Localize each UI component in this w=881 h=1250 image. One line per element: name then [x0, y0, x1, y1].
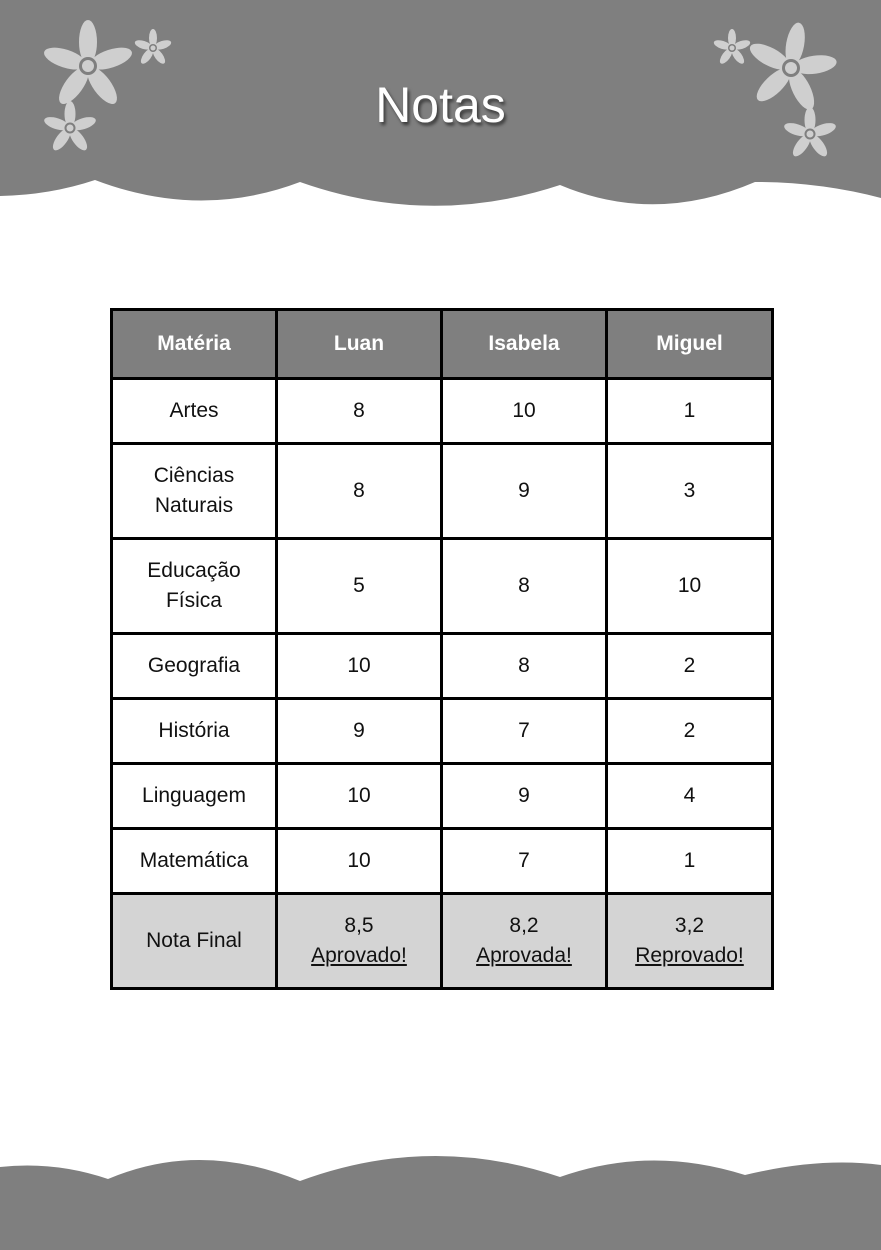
flower-icon: [133, 28, 173, 68]
subject-label: Matemática: [139, 849, 249, 872]
result-status: Aprovada!: [476, 944, 572, 967]
score-cell: 7: [442, 699, 607, 764]
column-header-miguel: Miguel: [607, 310, 773, 379]
column-header-isabela: Isabela: [442, 310, 607, 379]
subject-label: Geografia: [147, 654, 241, 677]
final-result-cell: [607, 894, 773, 989]
score-cell: 9: [442, 444, 607, 539]
subject-cell: [112, 444, 277, 539]
score-cell: 1: [607, 379, 773, 444]
grades-table: [110, 308, 774, 990]
column-header-subject: Matéria: [112, 310, 277, 379]
subject-cell: [112, 634, 277, 699]
score-cell: 2: [607, 634, 773, 699]
score-cell: 10: [277, 764, 442, 829]
table-row: [112, 379, 773, 444]
score-cell: 8: [442, 539, 607, 634]
subject-cell: [112, 539, 277, 634]
table-row: [112, 444, 773, 539]
final-grade-row: [112, 894, 773, 989]
score-cell: 8: [277, 379, 442, 444]
table-row: [112, 699, 773, 764]
subject-label: Linguagem: [142, 784, 246, 807]
score-cell: 10: [607, 539, 773, 634]
subject-label: Ciências: [153, 464, 235, 487]
table-row: [112, 764, 773, 829]
score-cell: 3: [607, 444, 773, 539]
score-cell: 9: [442, 764, 607, 829]
subject-label: Naturais: [154, 494, 234, 517]
score-cell: 10: [442, 379, 607, 444]
final-average: 8,5: [344, 914, 374, 937]
score-cell: 10: [277, 829, 442, 894]
score-cell: 1: [607, 829, 773, 894]
subject-cell: [112, 379, 277, 444]
subject-label: Educação: [147, 559, 241, 582]
score-cell: 8: [442, 634, 607, 699]
final-average: 3,2: [674, 914, 705, 937]
subject-cell: [112, 829, 277, 894]
footer-band: [0, 1145, 881, 1250]
final-average: 8,2: [509, 914, 539, 937]
score-cell: 7: [442, 829, 607, 894]
column-header-luan: Luan: [277, 310, 442, 379]
final-result-cell: [277, 894, 442, 989]
subject-label: História: [158, 719, 230, 742]
final-result-cell: [442, 894, 607, 989]
table-row: [112, 634, 773, 699]
result-status: Reprovado!: [635, 944, 744, 967]
score-cell: 10: [277, 634, 442, 699]
table-header-row: [112, 310, 773, 379]
subject-cell: [112, 764, 277, 829]
table-row: [112, 539, 773, 634]
score-cell: 8: [277, 444, 442, 539]
page-title: Notas: [375, 77, 506, 133]
subject-label: Física: [165, 589, 222, 612]
subject-cell: [112, 699, 277, 764]
table-row: [112, 829, 773, 894]
score-cell: 5: [277, 539, 442, 634]
score-cell: 2: [607, 699, 773, 764]
final-grade-label: Nota Final: [112, 894, 277, 989]
score-cell: 4: [607, 764, 773, 829]
score-cell: 9: [277, 699, 442, 764]
subject-label: Artes: [169, 399, 219, 422]
result-status: Aprovado!: [311, 944, 407, 967]
